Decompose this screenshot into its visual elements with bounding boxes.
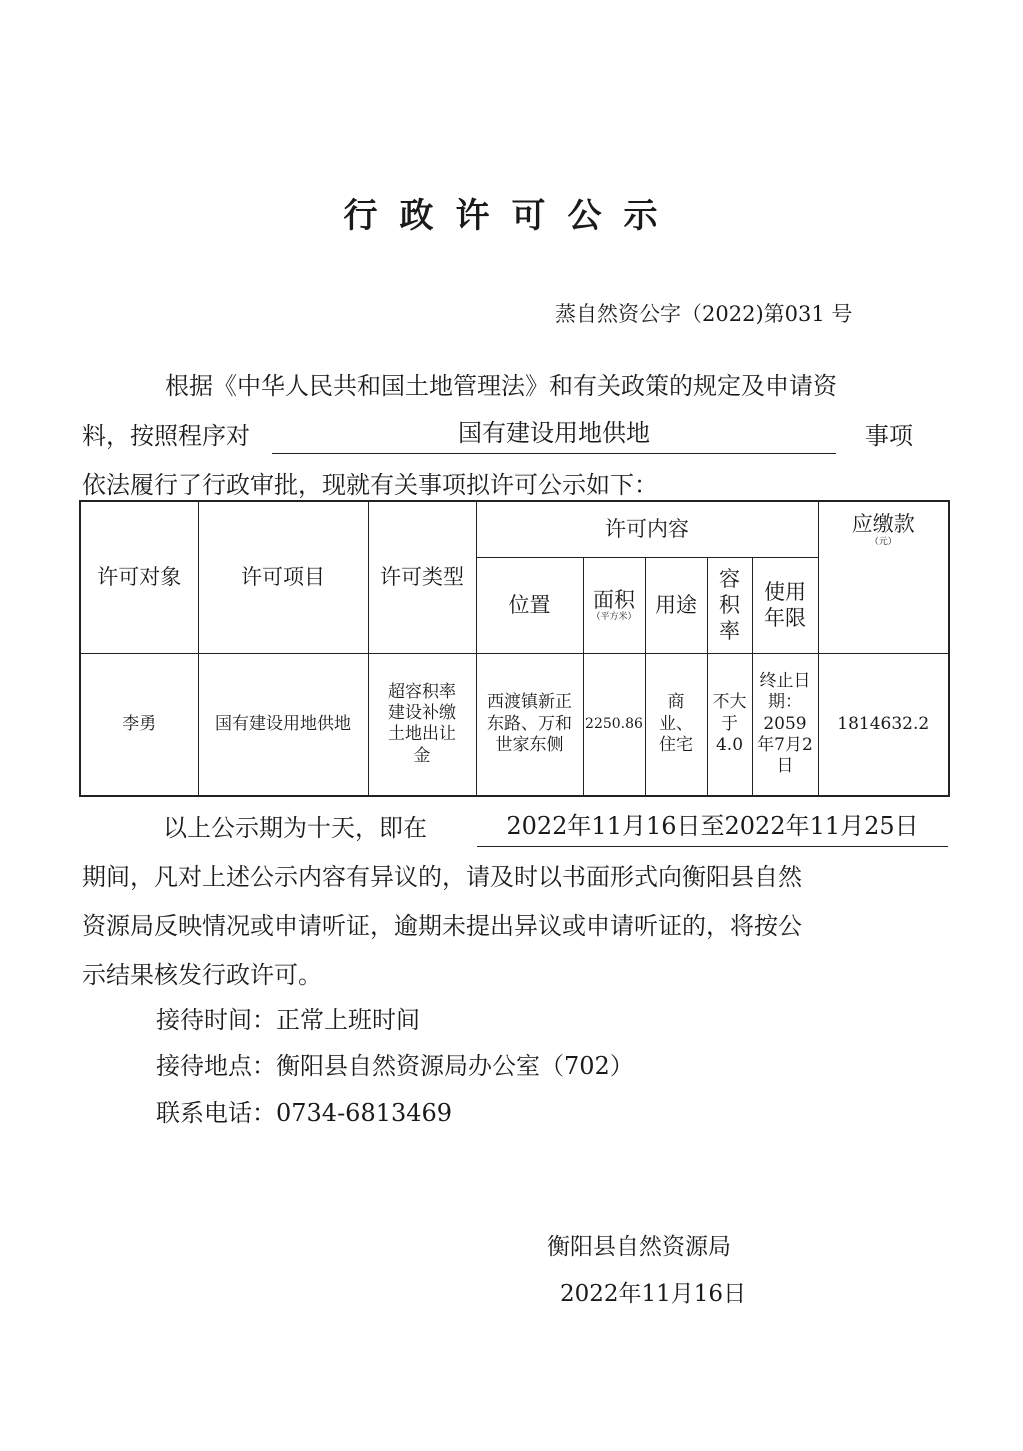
- cell-term: 终止日期：2059年7月2日: [752, 653, 818, 796]
- header-area-label: 面积: [593, 587, 635, 612]
- notice-line-4: 示结果核发行政许可。: [82, 961, 322, 989]
- permit-table: [79, 500, 950, 797]
- cell-far: 不大于4.0: [707, 653, 752, 796]
- cell-fee: 1814632.2: [818, 653, 949, 796]
- header-fee: [818, 501, 949, 557]
- header-project: 许可项目: [198, 501, 368, 653]
- header-area: [583, 557, 645, 653]
- header-type: 许可类型: [368, 501, 476, 653]
- header-term: 使用年限: [752, 557, 818, 653]
- intro-line-1: 根据《中华人民共和国土地管理法》和有关政策的规定及申请资: [165, 372, 837, 400]
- contact-phone: 联系电话：0734-6813469: [156, 1099, 453, 1127]
- contact-time: 接待时间：正常上班时间: [156, 1006, 420, 1034]
- cell-location: 西渡镇新正东路、万和世家东侧: [476, 653, 583, 796]
- header-content: 许可内容: [476, 501, 818, 557]
- notice-line-2: 期间，凡对上述公示内容有异议的，请及时以书面形式向衡阳县自然: [82, 863, 802, 891]
- cell-type: 超容积率建设补缴土地出让金: [368, 653, 476, 796]
- cell-target: 李勇: [80, 653, 198, 796]
- notice-line-3: 资源局反映情况或申请听证，逾期未提出异议或申请听证的，将按公: [82, 912, 802, 940]
- header-use: 用途: [645, 557, 707, 653]
- cell-project: 国有建设用地供地: [198, 653, 368, 796]
- document-title: 行政许可公示: [343, 196, 680, 236]
- cell-area: 2250.86: [583, 653, 645, 796]
- contact-place: 接待地点：衡阳县自然资源局办公室（702）: [156, 1052, 634, 1080]
- header-fee-label: 应缴款: [851, 512, 915, 537]
- cell-use: 商业、住宅: [645, 653, 707, 796]
- signature-org: 衡阳县自然资源局: [547, 1234, 731, 1260]
- header-fee-unit: （元）: [869, 536, 897, 547]
- signature-date: 2022年11月16日: [560, 1281, 747, 1307]
- item-field: 国有建设用地供地: [272, 413, 836, 454]
- header-area-unit: （平方米）: [591, 612, 637, 623]
- header-location: 位置: [476, 557, 583, 653]
- period-field: 2022年11月16日至2022年11月25日: [477, 806, 948, 847]
- intro-line-2-prefix: 料，按照程序对: [82, 422, 250, 450]
- intro-line-3: 依法履行了行政审批，现就有关事项拟许可公示如下：: [82, 471, 658, 499]
- intro-line-2-suffix: 事项: [865, 422, 913, 450]
- header-fee-spacer: [818, 557, 949, 653]
- notice-line-1-prefix: 以上公示期为十天，即在: [163, 814, 427, 842]
- header-target: 许可对象: [80, 501, 198, 653]
- document-number: 蒸自然资公字（2022)第031 号: [555, 302, 853, 326]
- header-far: 容积率: [707, 557, 752, 653]
